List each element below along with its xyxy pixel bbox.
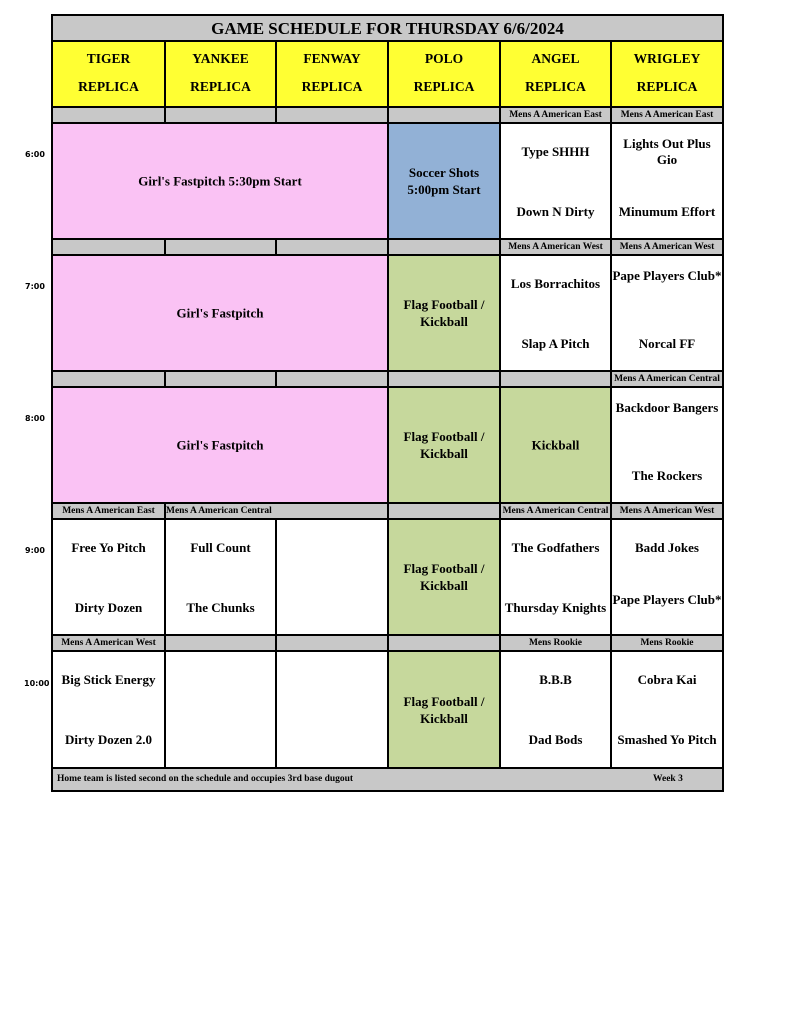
away-team: Badd Jokes xyxy=(635,540,699,555)
game-angel-7 xyxy=(501,256,612,370)
field-name: TIGER xyxy=(86,51,131,66)
division-band xyxy=(166,372,277,386)
field-sub: REPLICA xyxy=(525,79,586,94)
field-sub: REPLICA xyxy=(636,79,698,94)
division-band xyxy=(277,240,389,254)
division-band xyxy=(166,240,277,254)
home-team: Thursday Knights xyxy=(504,600,607,615)
slot-label: Girl's Fastpitch 5:30pm Start xyxy=(138,173,302,189)
away-team: Lights Out Plus Gio xyxy=(623,136,711,167)
division-band-wrigley: Mens Rookie xyxy=(612,636,722,650)
game-wrigley-7 xyxy=(612,256,722,370)
home-team: Dad Bods xyxy=(528,732,583,747)
away-team: Cobra Kai xyxy=(637,672,697,687)
slot-flag-football-10 xyxy=(389,652,501,767)
away-team: Type SHHH xyxy=(521,144,590,159)
division-band-tiger: Mens A American West xyxy=(53,636,166,650)
division-band xyxy=(166,636,277,650)
home-team: Down N Dirty xyxy=(516,204,595,219)
home-team: Smashed Yo Pitch xyxy=(617,732,717,747)
home-team: Minumum Effort xyxy=(618,204,716,219)
division-band xyxy=(53,108,166,122)
field-header-fenway xyxy=(277,42,389,106)
division-band-yankee: Mens A American Central xyxy=(166,504,389,518)
schedule-title: GAME SCHEDULE FOR THURSDAY 6/6/2024 xyxy=(53,16,722,42)
game-wrigley-6 xyxy=(612,124,722,238)
slot-flag-football-7 xyxy=(389,256,501,370)
slot-label: Flag Football / Kickball xyxy=(403,297,485,329)
field-name: YANKEE xyxy=(192,51,249,66)
division-band xyxy=(389,372,501,386)
division-band-wrigley: Mens A American East xyxy=(612,108,722,122)
field-sub: REPLICA xyxy=(190,79,251,94)
division-band xyxy=(166,108,277,122)
division-band-angel: Mens A American East xyxy=(501,108,612,122)
slot-label: Girl's Fastpitch xyxy=(176,437,264,453)
home-team: Norcal FF xyxy=(638,336,696,351)
home-team: The Chunks xyxy=(186,600,255,615)
slot-label: Flag Football / Kickball xyxy=(403,429,485,461)
time-label-10: 10:00 xyxy=(24,679,50,688)
away-team: Los Borrachitos xyxy=(510,276,601,291)
slot-label: Girl's Fastpitch xyxy=(176,305,264,321)
field-header-tiger xyxy=(53,42,166,106)
slot-label: Soccer Shots 5:00pm Start xyxy=(407,165,481,197)
field-header-wrigley xyxy=(612,42,722,106)
field-sub: REPLICA xyxy=(301,79,363,94)
away-team: The Godfathers xyxy=(511,540,600,555)
slot-fastpitch-6 xyxy=(53,124,389,238)
time-label-8: 8:00 xyxy=(25,414,45,423)
division-band xyxy=(389,240,501,254)
game-tiger-10 xyxy=(53,652,166,767)
game-angel-6 xyxy=(501,124,612,238)
field-sub: REPLICA xyxy=(78,79,139,94)
division-band-angel: Mens Rookie xyxy=(501,636,612,650)
empty-slot-yankee-10 xyxy=(166,652,277,767)
slot-fastpitch-8 xyxy=(53,388,389,502)
field-sub: REPLICA xyxy=(413,79,475,94)
home-team-note: Home team is listed second on the schedule and occupies 3rd base dugout xyxy=(57,774,354,784)
field-name: FENWAY xyxy=(303,51,361,66)
schedule-footer xyxy=(53,769,722,790)
slot-label: Flag Football / Kickball xyxy=(403,561,485,593)
time-label-6: 6:00 xyxy=(25,150,45,159)
empty-slot-fenway-10 xyxy=(277,652,389,767)
schedule-sheet xyxy=(51,14,724,792)
field-header-angel xyxy=(501,42,612,106)
division-band xyxy=(277,372,389,386)
field-header-yankee xyxy=(166,42,277,106)
home-team: Dirty Dozen 2.0 xyxy=(64,732,152,747)
slot-flag-football-9 xyxy=(389,520,501,634)
game-tiger-9 xyxy=(53,520,166,634)
away-team: Pape Players Club* xyxy=(612,268,722,283)
away-team: Backdoor Bangers xyxy=(615,400,719,415)
game-wrigley-8 xyxy=(612,388,722,502)
field-name: ANGEL xyxy=(531,51,580,66)
division-band xyxy=(501,372,612,386)
division-band-wrigley: Mens A American West xyxy=(612,240,722,254)
time-label-7: 7:00 xyxy=(25,282,45,291)
field-header-polo xyxy=(389,42,501,106)
division-band-angel: Mens A American Central xyxy=(501,504,612,518)
division-band-angel: Mens A American West xyxy=(501,240,612,254)
division-band-tiger: Mens A American East xyxy=(53,504,166,518)
division-band xyxy=(389,108,501,122)
slot-soccer-6 xyxy=(389,124,501,238)
field-name: POLO xyxy=(424,51,464,66)
home-team: Pape Players Club* xyxy=(612,592,722,607)
home-team: The Rockers xyxy=(631,468,703,483)
away-team: Full Count xyxy=(190,540,251,555)
game-angel-10 xyxy=(501,652,612,767)
slot-kickball-8 xyxy=(501,388,612,502)
game-yankee-9 xyxy=(166,520,277,634)
slot-label: Flag Football / Kickball xyxy=(403,693,485,726)
away-team: Free Yo Pitch xyxy=(71,540,146,555)
division-band xyxy=(277,636,389,650)
week-label: Week 3 xyxy=(653,774,683,784)
game-wrigley-10 xyxy=(612,652,722,767)
home-team: Dirty Dozen xyxy=(74,600,143,615)
time-label-9: 9:00 xyxy=(25,546,45,555)
division-band xyxy=(389,504,501,518)
field-name: WRIGLEY xyxy=(633,51,701,66)
division-band xyxy=(389,636,501,650)
division-band xyxy=(53,372,166,386)
division-band xyxy=(53,240,166,254)
slot-flag-football-8 xyxy=(389,388,501,502)
slot-fastpitch-7 xyxy=(53,256,389,370)
game-wrigley-9 xyxy=(612,520,722,634)
home-team: Slap A Pitch xyxy=(521,336,590,351)
division-band-wrigley: Mens A American Central xyxy=(612,372,722,386)
division-band xyxy=(277,108,389,122)
slot-label: Kickball xyxy=(531,437,580,453)
away-team: Big Stick Energy xyxy=(61,672,156,687)
away-team: B.B.B xyxy=(539,672,572,687)
game-angel-9 xyxy=(501,520,612,634)
division-band-wrigley: Mens A American West xyxy=(612,504,722,518)
empty-slot-fenway-9 xyxy=(277,520,389,634)
